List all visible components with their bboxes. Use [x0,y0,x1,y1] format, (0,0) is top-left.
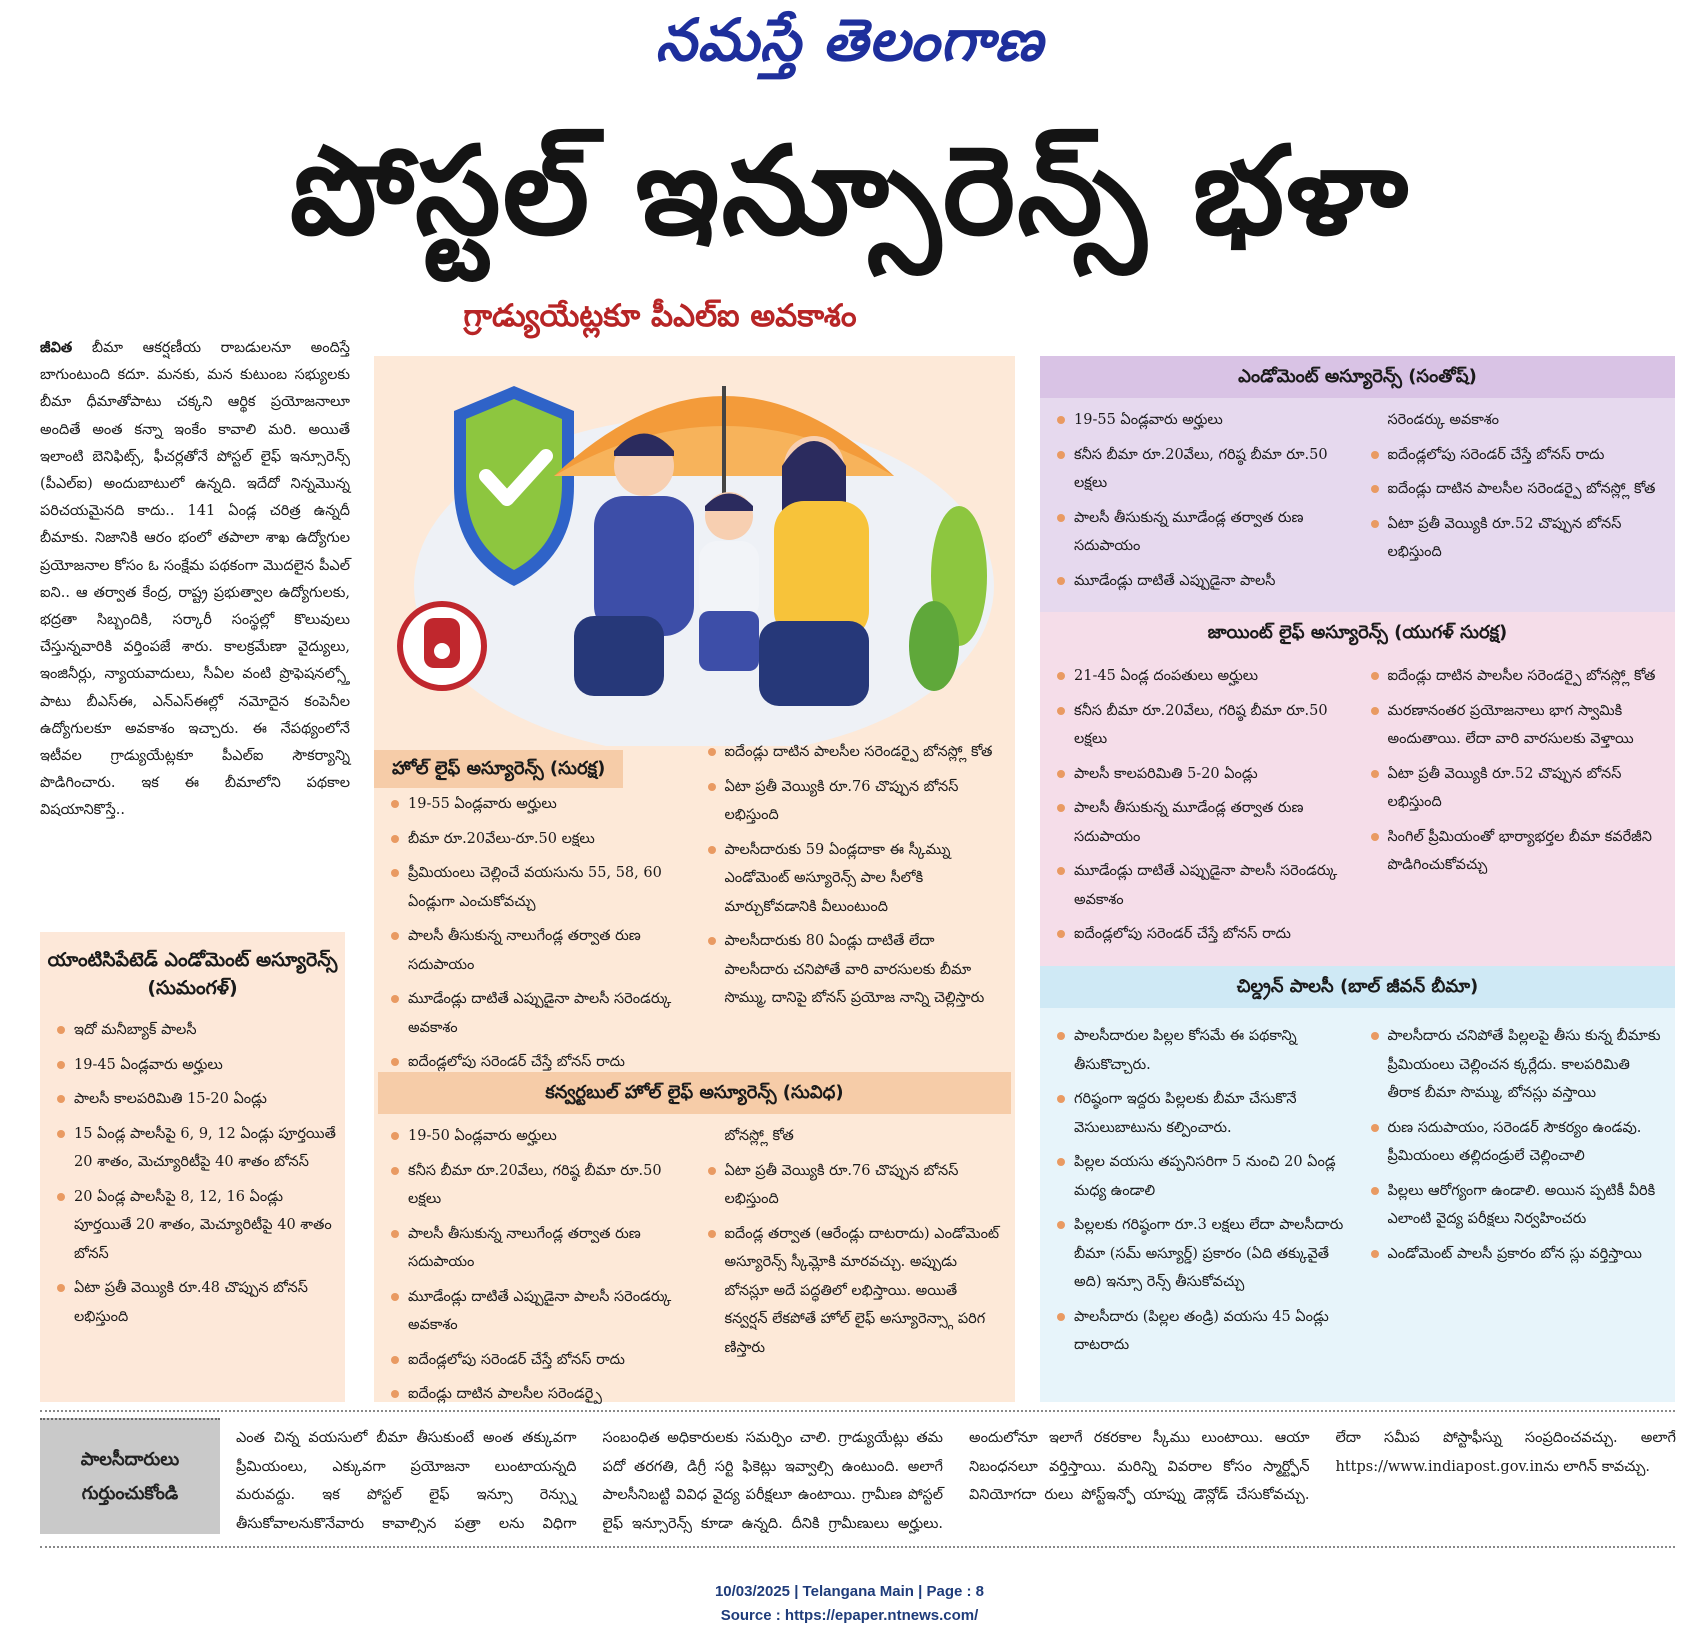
list-item: 19-55 ఏండ్లవారు అర్హులు [1048,406,1350,435]
children-policy-box [1040,966,1675,1402]
convertible-whole-life-title: కన్వర్టబుల్ హోల్ లైఫ్ అస్యూరెన్స్ (సువిధ) [378,1072,1011,1114]
list-item: మూడేండ్లు దాటితే ఎప్పుడైనా పాలసీ సరెండర్కు అవకాశం [382,1283,687,1340]
masthead-logo: నమస్తే తెలంగాణ [655,6,1044,74]
list-item: ఏటా ప్రతీ వెయ్యికి రూ.48 చొప్పున బోనస్ లభిస్తుంది [48,1274,337,1331]
convertible-list-left [382,1122,687,1415]
list-item: కనీస బీమా రూ.20వేలు, గరిష్ఠ బీమా రూ.50 లక్షలు [1048,441,1350,498]
list-item: పిల్లలు ఆరోగ్యంగా ఉండాలి. అయిన ప్పటికీ వీరికి ఎలాంటి వైద్య పరీక్షలు నిర్వహించరు [1362,1177,1664,1234]
list-item: పాలసీదారుకు 59 ఏండ్లదాకా ఈ స్కీమ్ను ఎండోమెంట్ అస్యూరెన్స్ పాల సీలోకి మార్చుకోవడానికి వీలుంటుంది [699,836,1004,922]
list-item: పాలసీ తీసుకున్న మూడేండ్ల తర్వాత రుణ సదుపాయం [1048,794,1350,851]
divider [40,1410,1675,1412]
list-item: ఐదేండ్లు దాటిన పాలసీల సరెండర్పై బోనస్ల్లో కోత [1362,475,1664,504]
list-item: ఏటా ప్రతీ వెయ్యికి రూ.76 చొప్పున బోనస్ లభిస్తుంది [699,773,1004,830]
family-umbrella-illustration [374,356,1015,746]
convertible-whole-life-box [374,1072,1015,1402]
list-item: సింగిల్ ప్రీమియంతో భార్యాభర్తల బీమా కవరేజీని పొడిగించుకోవచ్చు [1362,823,1664,880]
list-item: ఐదేండ్ల తర్వాత (ఆరేండ్లు దాటరాదు) ఎండోమెంట్ అస్యూరెన్స్ స్కీమ్లోకి మారవచ్చు. అప్పుడు బోనస్లూ అదే పద్ధతిలో లభిస్తాయి. అయితే కన్వర్షన్ లేకపోతే హోల్ లైఫ్ అస్యూరెన్స్గా పరిగ ణిస్తారు [699,1220,1004,1363]
divider [40,1546,1675,1548]
abhaya-hand-logo-icon [400,604,484,688]
intro-lead-word: జీవిత [40,339,73,356]
headline: పోస్టల్ ఇన్సూరెన్స్ భళా [289,120,1411,262]
list-item: 21-45 ఏండ్ల దంపతులు అర్హులు [1048,662,1350,691]
list-item: మూడేండ్లు దాటితే ఎప్పుడైనా పాలసీ [1048,567,1350,596]
list-item: ఐదేండ్లలోపు సరెండర్ చేస్తే బోనస్ రాదు [382,1346,687,1375]
whole-life-list-left [382,790,687,1083]
list-item: 20 ఏండ్ల పాలసీపై 8, 12, 16 ఏండ్లు పూర్తయితే 20 శాతం, మెచ్యూరిటీపై 40 శాతం బోనస్ [48,1183,337,1269]
children-list-right [1362,1022,1664,1366]
list-item: పాలసీదారు (పిల్లల తండ్రి) వయసు 45 ఏండ్లు దాటరాదు [1048,1303,1350,1360]
list-item: ఏటా ప్రతీ వెయ్యికి రూ.52 చొప్పున బోనస్ లభిస్తుంది [1362,510,1664,567]
list-item: 19-55 ఏండ్లవారు అర్హులు [382,790,687,819]
note-text: ఎంత చిన్న వయసులో బీమా తీసుకుంటే అంత తక్కువగా ప్రీమియంలు, ఎక్కువగా ప్రయోజనా లుంటాయన్నది మరువద్దు. ఇక పోస్టల్ లైఫ్ ఇన్సూ రెన్స్ను తీసుకోవాలనుకొనేవారు కావాల్సిన పత్రా లను విధిగా సంబంధిత అధికారులకు సమర్పిం చాలి. గ్రాడ్యుయేట్లు తమ పదో తరగతి, డిగ్రీ సర్టి ఫికెట్లు ఇవ్వాల్సి ఉంటుంది. అలాగే పాలసీనిబట్టి వివిధ వైద్య పరీక్షలూ ఉంటాయి. గ్రామీణ పోస్టల్ లైఫ్ ఇన్సూరెన్స్ కూడా ఉన్నది. దీనికి గ్రామీణులు అర్హులు. అందులోనూ ఇలాగే రకరకాల స్కీము లుంటాయి. ఆయా నిబంధనలూ వర్తిస్తాయి. మరిన్ని వివరాల కోసం స్మార్ట్ఫోన్ వినియోగదా రులు పోస్ట్ఇన్ఫో యాప్ను డౌన్లోడ్ చేసుకోవచ్చు. లేదా సమీప పోస్టాఫీస్ను సంప్రదించవచ్చు. అలాగే https://www.indiapost.gov.inను లాగిన్ కావచ్చు. [236,1430,1676,1532]
anticipated-endowment-title: యాంటిసిపేటెడ్ ఎండోమెంట్ అస్యూరెన్స్ (సుమంగళ్) [47,949,338,999]
list-item: మరణానంతర ప్రయోజనాలు భాగ స్వామికి అందుతాయి. లేదా వారి వారసులకు వెళ్తాయి [1362,697,1664,754]
endowment-assurance-title: ఎండోమెంట్ అస్యూరెన్స్ (సంతోష్) [1040,356,1675,398]
list-item: పాలసీదారుకు 80 ఏండ్లు దాటితే లేదా పాలసీదారు చనిపోతే వారి వారసులకు బీమా సొమ్ము, దానిపై బోనస్ ప్రయోజ నాన్ని చెల్లిస్తారు [699,927,1004,1013]
list-item: ఎండోమెంట్ పాలసీ ప్రకారం బోన స్లు వర్తిస్తాయి [1362,1240,1664,1269]
children-list-left [1048,1022,1350,1366]
list-continuation: సరెండర్కు అవకాశం [1387,412,1500,428]
convertible-list-right [699,1122,1004,1415]
children-policy-title: చిల్డ్రన్ పాలసీ (బాల్ జీవన్ బీమా) [1040,966,1675,1008]
list-item: ఏటా ప్రతీ వెయ్యికి రూ.76 చొప్పున బోనస్ లభిస్తుంది [699,1157,1004,1214]
footer-date-page: 10/03/2025 | Telangana Main | Page : 8 [714,1583,985,1600]
list-item: ఐదేండ్లలోపు సరెండర్ చేస్తే బోనస్ రాదు [382,1048,687,1077]
footer-source: Source : https://epaper.ntnews.com/ [720,1607,979,1624]
list-item: మూడేండ్లు దాటితే ఎప్పుడైనా పాలసీ సరెండర్కు అవకాశం [382,985,687,1042]
list-item: ఐదేండ్లలోపు సరెండర్ చేస్తే బోనస్ రాదు [1048,920,1350,949]
whole-life-assurance-title: హోల్ లైఫ్ అస్యూరెన్స్ (సురక్ష) [374,750,623,788]
list-item: ఏటా ప్రతీ వెయ్యికి రూ.52 చొప్పున బోనస్ లభిస్తుంది [1362,760,1664,817]
endowment-list-right [1362,406,1664,601]
intro-paragraph [40,334,350,825]
endowment-list-left [1048,406,1350,601]
list-item: 19-45 ఏండ్లవారు అర్హులు [48,1051,337,1080]
subheadline: గ్రాడ్యుయేట్లకూ పీఎల్ఐ అవకాశం [463,298,857,334]
joint-life-assurance-title: జాయింట్ లైఫ్ అస్యూరెన్స్ (యుగళ్ సురక్ష) [1040,612,1675,654]
list-item: పాలసీ తీసుకున్న నాలుగేండ్ల తర్వాత రుణ సదుపాయం [382,922,687,979]
list-item: ఐదేండ్లు దాటిన పాలసీల సరెండర్పై [382,1380,687,1409]
anticipated-endowment-box [40,932,345,1402]
list-item: 15 ఏండ్ల పాలసీపై 6, 9, 12 ఏండ్లు పూర్తయితే 20 శాతం, మెచ్యూరిటీపై 40 శాతం బోనస్ [48,1120,337,1177]
anticipated-endowment-list [40,1010,345,1331]
whole-life-list-right [699,738,1004,1083]
list-item: ప్రీమియంలు చెల్లించే వయసును 55, 58, 60 ఏండ్లుగా ఎంచుకోవచ్చు [382,859,687,916]
list-item: పిల్లలకు గరిష్ఠంగా రూ.3 లక్షలు లేదా పాలసీదారు బీమా (సమ్ అస్యూర్డ్) ప్రకారం (ఏది తక్కువైతే అది) ఇన్సూ రెన్స్ తీసుకోవచ్చు [1048,1211,1350,1297]
list-item: పాలసీదారుల పిల్లల కోసమే ఈ పథకాన్ని తీసుకొచ్చారు. [1048,1022,1350,1079]
list-continuation: బోనస్ల్లో కోత [724,1128,794,1144]
list-item: పాలసీ తీసుకున్న మూడేండ్ల తర్వాత రుణ సదుపాయం [1048,504,1350,561]
list-item: ఐదేండ్లలోపు సరెండర్ చేస్తే బోనస్ రాదు [1362,441,1664,470]
list-item: పాలసీ తీసుకున్న నాలుగేండ్ల తర్వాత రుణ సదుపాయం [382,1220,687,1277]
list-item: పిల్లల వయసు తప్పనిసరిగా 5 నుంచి 20 ఏండ్ల మధ్య ఉండాలి [1048,1148,1350,1205]
joint-list-right [1362,662,1664,955]
policyholder-note [40,1418,1675,1540]
list-item: మూడేండ్లు దాటితే ఎప్పుడైనా పాలసీ సరెండర్కు అవకాశం [1048,857,1350,914]
endowment-assurance-box [1040,356,1675,612]
joint-life-assurance-box [1040,612,1675,966]
list-item: ఐదేండ్లు దాటిన పాలసీల సరెండర్పై బోనస్ల్లో కోత [699,738,1004,767]
whole-life-assurance-box [374,746,1015,1072]
list-item: కనీస బీమా రూ.20వేలు, గరిష్ఠ బీమా రూ.50 లక్షలు [382,1157,687,1214]
list-item: కనీస బీమా రూ.20వేలు, గరిష్ఠ బీమా రూ.50 లక్షలు [1048,697,1350,754]
list-item: ఇదో మనీబ్యాక్ పాలసీ [48,1016,337,1045]
list-item: పాలసీదారు చనిపోతే పిల్లలపై తీసు కున్న బీమాకు ప్రీమియంలు చెల్లించన క్కర్లేదు. కాలపరిమితి తీరాక బీమా సొమ్ము, బోనస్లు వస్తాయి [1362,1022,1664,1108]
footer [0,1580,1699,1628]
list-item: పాలసీ కాలపరిమితి 5-20 ఏండ్లు [1048,760,1350,789]
list-item: రుణ సదుపాయం, సరెండర్ సౌకర్యం ఉండవు. ప్రీమియంలు తల్లిదండ్రులే చెల్లించాలి [1362,1114,1664,1171]
list-item: గరిష్ఠంగా ఇద్దరు పిల్లలకు బీమా చేసుకొనే వెసులుబాటును కల్పించారు. [1048,1085,1350,1142]
note-label: పాలసీదారులు గుర్తుంచుకోండి [40,1418,220,1534]
joint-list-left [1048,662,1350,955]
list-item: ఐదేండ్లు దాటిన పాలసీల సరెండర్పై బోనస్ల్లో కోత [1362,662,1664,691]
intro-text: బీమా ఆకర్షణీయ రాబడులనూ అందిస్తే బాగుంటుంది కదూ. మనకు, మన కుటుంబ సభ్యులకు బీమా ధీమాతోపాటు చక్కని ఆర్థిక ప్రయోజనాలూ అందితే అంత కన్నా ఇంకేం కావాలి మరి. అయితే ఇలాంటి బెనిఫిట్స్, ఫీచర్లతోనే పోస్టల్ లైఫ్ ఇన్సూరెన్స్ (పీఎల్ఐ) అందుబాటులో ఉన్నది. ఇదేదో నిన్నమొన్న పరిచయమైనది కాదు.. 141 ఏండ్ల చరిత్ర ఉన్నదీ బీమాకు. నిజానికి ఆరం భంలో తపాలా శాఖ ఉద్యోగుల ప్రయోజనాల కోసం ఓ సంక్షేమ పథకంగా మొదలైన పీఎల్ ఐని.. ఆ తర్వాత కేంద్ర, రాష్ట్ర ప్రభుత్వాల ఉద్యోగులకు, భద్రతా సిబ్బందికి, సర్కారీ సంస్థల్లో కొలువులు చేస్తున్నవారికి వర్తింపజే శారు. కాలక్రమేణా వైద్యులు, ఇంజినీర్లు, న్యాయవాదులు, సీఏల వంటి ప్రొఫెషనల్స్తో పాటు బీఎస్ఈ, ఎన్ఎస్ఈల్లో నమోదైన కంపెనీల ఉద్యోగులకూ అవకాశం ఇచ్చారు. ఈ నేపథ్యంలోనే ఇటీవల గ్రాడ్యుయేట్లకూ పీఎల్ఐ సౌకర్యాన్ని పొడిగించారు. ఇక ఈ బీమాలోని పథకాల విషయానికొస్తే.. [40,340,350,819]
list-item: బీమా రూ.20వేలు-రూ.50 లక్షలు [382,825,687,854]
list-item: 19-50 ఏండ్లవారు అర్హులు [382,1122,687,1151]
list-item: పాలసీ కాలపరిమితి 15-20 ఏండ్లు [48,1085,337,1114]
